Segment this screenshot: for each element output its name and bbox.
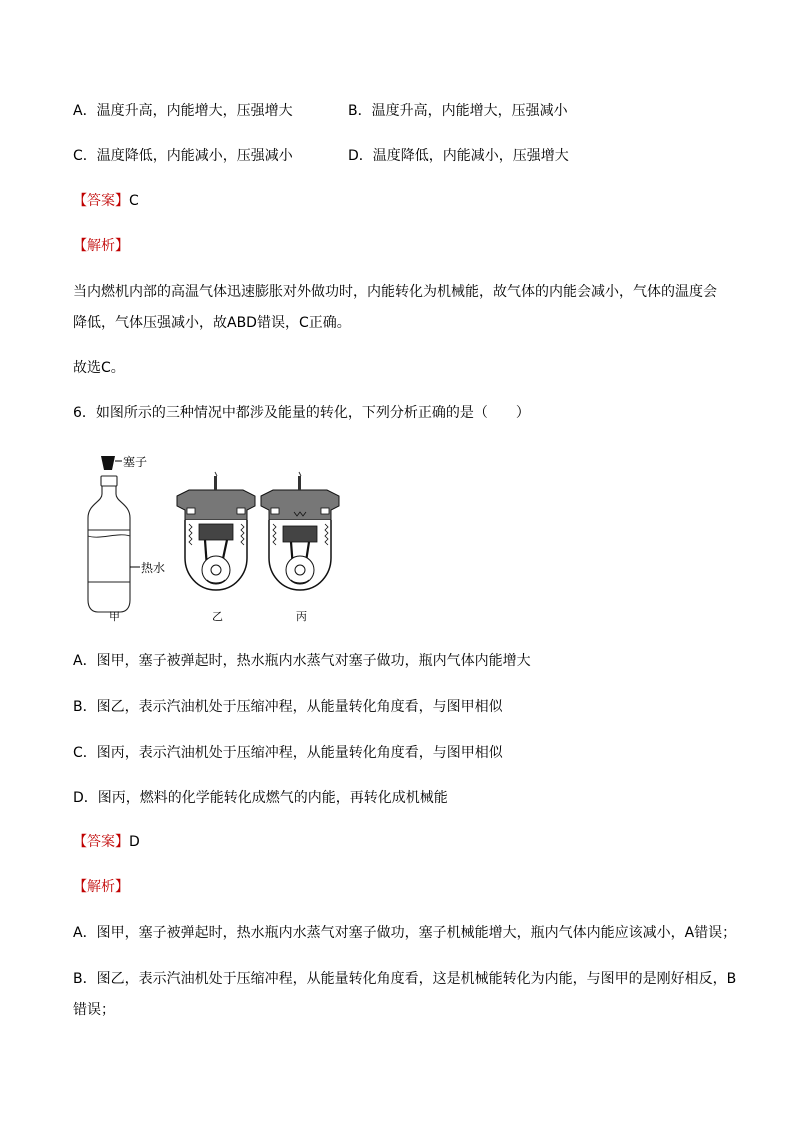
q6-option-b: B．图乙，表示汽油机处于压缩冲程，从能量转化角度看，与图甲相似 xyxy=(73,699,503,715)
q6-figure xyxy=(80,452,350,627)
stopper-icon xyxy=(101,456,122,470)
q6-analysis-tag: 【解析】 xyxy=(73,879,129,895)
q5-analysis-line1: 当内燃机内部的高温气体迅速膨胀对外做功时，内能转化为机械能，故气体的内能会减小，气体的温度会 xyxy=(73,284,717,300)
answer-tag: 【答案】 xyxy=(73,193,129,209)
q6-option-a: A．图甲，塞子被弹起时，热水瓶内水蒸气对塞子做功，瓶内气体内能增大 xyxy=(73,653,531,669)
q5-conclusion: 故选C。 xyxy=(73,360,125,376)
q6-option-d: D．图丙，燃料的化学能转化成燃气的内能，再转化成机械能 xyxy=(73,790,448,806)
q5-option-c: C．温度降低，内能减小，压强减小 xyxy=(73,148,293,164)
q6-option-c: C．图丙，表示汽油机处于压缩冲程，从能量转化角度看，与图甲相似 xyxy=(73,745,503,761)
q6-answer xyxy=(73,832,140,852)
q6-stem: 6．如图所示的三种情况中都涉及能量的转化，下列分析正确的是（ ） xyxy=(73,405,530,421)
q6-analysis-a: A．图甲，塞子被弹起时，热水瓶内水蒸气对塞子做功，塞子机械能增大，瓶内气体内能应该减小，A错误； xyxy=(73,925,737,941)
q5-analysis-line2: 降低，气体压强减小，故ABD错误，C正确。 xyxy=(73,315,351,331)
q5-option-a: A．温度升高，内能增大，压强增大 xyxy=(73,103,293,119)
caption-jia: 甲 xyxy=(109,610,120,623)
engine-c-icon xyxy=(261,472,339,590)
q5-analysis-tag: 【解析】 xyxy=(73,238,129,254)
q5-option-d: D．温度降低，内能减小，压强增大 xyxy=(348,148,569,164)
caption-yi: 乙 xyxy=(212,610,223,623)
answer-tag: 【答案】 xyxy=(73,834,129,850)
bottle-icon xyxy=(88,476,130,612)
engine-b-icon xyxy=(177,472,255,590)
q5-answer xyxy=(73,191,139,211)
q5-option-b: B．温度升高，内能增大，压强减小 xyxy=(348,103,568,119)
q6-analysis-b1: B．图乙，表示汽油机处于压缩冲程，从能量转化角度看，这是机械能转化为内能，与图甲的是刚好相反，B xyxy=(73,971,737,987)
answer-value: D xyxy=(129,834,140,850)
stopper-label: 塞子 xyxy=(123,455,148,469)
q6-analysis-b2: 错误； xyxy=(73,1002,115,1018)
water-label: 热水 xyxy=(141,561,166,575)
caption-bing: 丙 xyxy=(296,610,307,623)
answer-value: C xyxy=(129,193,139,209)
figure-illustration xyxy=(80,452,350,627)
